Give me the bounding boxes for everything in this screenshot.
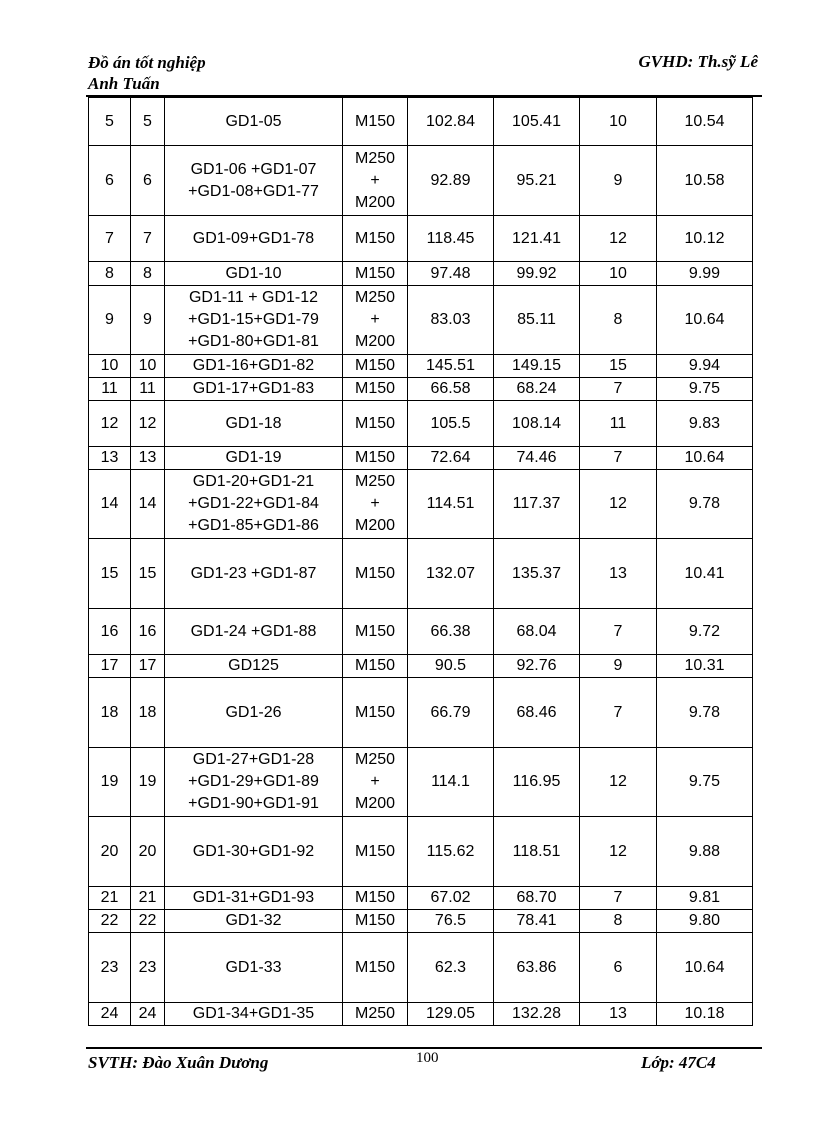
data-table bbox=[88, 97, 753, 1026]
component-name-line: GD1-27+GD1-28 bbox=[192, 751, 315, 768]
component-name-line: +GD1-29+GD1-89 bbox=[188, 773, 319, 790]
value-2-cell: 95.21 bbox=[494, 146, 580, 216]
value-2-cell: 85.11 bbox=[494, 286, 580, 355]
count-cell: 8 bbox=[580, 910, 657, 933]
row-number-cell: 12 bbox=[131, 401, 165, 447]
ratio-cell: 10.12 bbox=[657, 216, 753, 262]
component-name-cell bbox=[165, 355, 343, 378]
value-1-cell: 66.38 bbox=[408, 609, 494, 655]
grade-line: + bbox=[370, 773, 380, 790]
ratio-cell: 9.75 bbox=[657, 378, 753, 401]
component-name-line: GD1-19 bbox=[225, 449, 282, 466]
component-name-line: GD1-06 +GD1-07 bbox=[190, 160, 317, 178]
header-title-line2: Anh Tuấn bbox=[88, 74, 160, 93]
grade-line: M150 bbox=[354, 842, 396, 860]
grade-cell bbox=[343, 286, 408, 355]
ratio-cell: 10.58 bbox=[657, 146, 753, 216]
count-cell: 13 bbox=[580, 1003, 657, 1026]
component-name-cell bbox=[165, 539, 343, 609]
grade-line: M150 bbox=[354, 264, 396, 282]
value-2-cell: 68.04 bbox=[494, 609, 580, 655]
row-index-cell: 15 bbox=[89, 539, 131, 609]
component-name-line: GD125 bbox=[228, 657, 279, 674]
component-name-cell bbox=[165, 447, 343, 470]
header-title-line1: Đồ án tốt nghiệp bbox=[88, 53, 206, 72]
table-row bbox=[89, 378, 753, 401]
row-number-cell: 7 bbox=[131, 216, 165, 262]
table-row bbox=[89, 447, 753, 470]
count-cell: 10 bbox=[580, 98, 657, 146]
value-2-cell: 68.70 bbox=[494, 887, 580, 910]
value-2-cell: 63.86 bbox=[494, 933, 580, 1003]
component-name-line: GD1-10 bbox=[225, 264, 282, 282]
component-name-cell bbox=[165, 817, 343, 887]
value-1-cell: 92.89 bbox=[408, 146, 494, 216]
row-index-cell: 16 bbox=[89, 609, 131, 655]
count-cell: 12 bbox=[580, 216, 657, 262]
row-number-cell: 5 bbox=[131, 98, 165, 146]
table-row bbox=[89, 262, 753, 286]
grade-cell bbox=[343, 539, 408, 609]
component-name-cell bbox=[165, 748, 343, 817]
grade-line: M150 bbox=[354, 889, 396, 906]
ratio-cell: 9.72 bbox=[657, 609, 753, 655]
value-1-cell: 76.5 bbox=[408, 910, 494, 933]
row-index-cell: 17 bbox=[89, 655, 131, 678]
component-name-cell bbox=[165, 146, 343, 216]
value-1-cell: 114.51 bbox=[408, 470, 494, 539]
ratio-cell: 10.18 bbox=[657, 1003, 753, 1026]
row-number-cell: 17 bbox=[131, 655, 165, 678]
value-1-cell: 118.45 bbox=[408, 216, 494, 262]
component-name-cell bbox=[165, 401, 343, 447]
component-name-cell bbox=[165, 910, 343, 933]
component-name-cell bbox=[165, 262, 343, 286]
value-2-cell: 92.76 bbox=[494, 655, 580, 678]
component-name-line: GD1-11 + GD1-12 bbox=[188, 289, 319, 306]
value-2-cell: 118.51 bbox=[494, 817, 580, 887]
page-number: 100 bbox=[416, 1050, 439, 1066]
component-name-cell bbox=[165, 216, 343, 262]
table-row bbox=[89, 539, 753, 609]
count-cell: 7 bbox=[580, 678, 657, 748]
grade-cell bbox=[343, 216, 408, 262]
component-name-line: GD1-23 +GD1-87 bbox=[190, 564, 317, 582]
value-2-cell: 68.46 bbox=[494, 678, 580, 748]
ratio-cell: 10.64 bbox=[657, 933, 753, 1003]
footer-student: SVTH: Đào Xuân Dương bbox=[88, 1053, 269, 1072]
row-number-cell: 21 bbox=[131, 887, 165, 910]
count-cell: 11 bbox=[580, 401, 657, 447]
ratio-cell: 9.78 bbox=[657, 470, 753, 539]
grade-cell bbox=[343, 378, 408, 401]
value-1-cell: 66.79 bbox=[408, 678, 494, 748]
table-row bbox=[89, 286, 753, 355]
value-2-cell: 135.37 bbox=[494, 539, 580, 609]
table-row bbox=[89, 401, 753, 447]
grade-line: + bbox=[370, 311, 380, 328]
count-cell: 7 bbox=[580, 609, 657, 655]
component-name-line: +GD1-85+GD1-86 bbox=[188, 517, 319, 534]
grade-line: M150 bbox=[354, 380, 396, 397]
value-2-cell: 99.92 bbox=[494, 262, 580, 286]
grade-cell bbox=[343, 355, 408, 378]
component-name-line: GD1-20+GD1-21 bbox=[192, 473, 315, 490]
value-2-cell: 78.41 bbox=[494, 910, 580, 933]
count-cell: 6 bbox=[580, 933, 657, 1003]
grade-line: M150 bbox=[354, 112, 396, 130]
row-number-cell: 8 bbox=[131, 262, 165, 286]
table-row bbox=[89, 609, 753, 655]
row-index-cell: 9 bbox=[89, 286, 131, 355]
value-2-cell: 116.95 bbox=[494, 748, 580, 817]
ratio-cell: 9.78 bbox=[657, 678, 753, 748]
grade-line: M150 bbox=[354, 657, 396, 674]
component-name-cell bbox=[165, 470, 343, 539]
component-name-line: GD1-18 bbox=[225, 414, 282, 432]
component-name-line: GD1-16+GD1-82 bbox=[192, 357, 315, 374]
component-name-cell bbox=[165, 1003, 343, 1026]
row-index-cell: 20 bbox=[89, 817, 131, 887]
value-2-cell: 132.28 bbox=[494, 1003, 580, 1026]
component-name-line: +GD1-90+GD1-91 bbox=[188, 795, 319, 812]
grade-cell bbox=[343, 748, 408, 817]
count-cell: 12 bbox=[580, 817, 657, 887]
component-name-cell bbox=[165, 887, 343, 910]
grade-cell bbox=[343, 470, 408, 539]
value-1-cell: 90.5 bbox=[408, 655, 494, 678]
component-name-line: GD1-09+GD1-78 bbox=[192, 229, 315, 247]
grade-line: M150 bbox=[354, 703, 396, 721]
row-index-cell: 21 bbox=[89, 887, 131, 910]
value-1-cell: 66.58 bbox=[408, 378, 494, 401]
component-name-line: GD1-05 bbox=[225, 112, 282, 130]
row-number-cell: 20 bbox=[131, 817, 165, 887]
row-index-cell: 10 bbox=[89, 355, 131, 378]
table-row bbox=[89, 817, 753, 887]
count-cell: 13 bbox=[580, 539, 657, 609]
value-1-cell: 97.48 bbox=[408, 262, 494, 286]
grade-line: M250 bbox=[354, 149, 396, 167]
grade-line: M200 bbox=[354, 795, 396, 812]
table-row bbox=[89, 470, 753, 539]
component-name-line: GD1-24 +GD1-88 bbox=[190, 622, 317, 640]
component-name-cell bbox=[165, 98, 343, 146]
component-name-line: GD1-17+GD1-83 bbox=[192, 380, 315, 397]
count-cell: 9 bbox=[580, 146, 657, 216]
value-1-cell: 62.3 bbox=[408, 933, 494, 1003]
component-name-cell bbox=[165, 286, 343, 355]
table-row bbox=[89, 216, 753, 262]
value-1-cell: 72.64 bbox=[408, 447, 494, 470]
grade-line: M150 bbox=[354, 357, 396, 374]
component-name-line: GD1-31+GD1-93 bbox=[192, 889, 315, 906]
table-row bbox=[89, 678, 753, 748]
row-number-cell: 18 bbox=[131, 678, 165, 748]
row-number-cell: 9 bbox=[131, 286, 165, 355]
grade-cell bbox=[343, 146, 408, 216]
component-name-line: GD1-34+GD1-35 bbox=[192, 1005, 315, 1022]
grade-line: M150 bbox=[354, 449, 396, 466]
row-index-cell: 12 bbox=[89, 401, 131, 447]
row-number-cell: 15 bbox=[131, 539, 165, 609]
grade-cell bbox=[343, 817, 408, 887]
row-number-cell: 6 bbox=[131, 146, 165, 216]
ratio-cell: 9.80 bbox=[657, 910, 753, 933]
row-index-cell: 8 bbox=[89, 262, 131, 286]
grade-line: M200 bbox=[354, 193, 396, 211]
row-index-cell: 19 bbox=[89, 748, 131, 817]
grade-line: M150 bbox=[354, 229, 396, 247]
grade-cell bbox=[343, 887, 408, 910]
grade-cell bbox=[343, 910, 408, 933]
value-2-cell: 149.15 bbox=[494, 355, 580, 378]
grade-line: M200 bbox=[354, 517, 396, 534]
component-name-cell bbox=[165, 655, 343, 678]
footer-class: Lớp: 47C4 bbox=[641, 1053, 716, 1072]
row-number-cell: 11 bbox=[131, 378, 165, 401]
value-1-cell: 145.51 bbox=[408, 355, 494, 378]
row-index-cell: 22 bbox=[89, 910, 131, 933]
grade-line: M250 bbox=[354, 1005, 396, 1022]
value-1-cell: 129.05 bbox=[408, 1003, 494, 1026]
row-index-cell: 18 bbox=[89, 678, 131, 748]
value-2-cell: 105.41 bbox=[494, 98, 580, 146]
grade-line: M150 bbox=[354, 622, 396, 640]
grade-cell bbox=[343, 98, 408, 146]
ratio-cell: 10.41 bbox=[657, 539, 753, 609]
ratio-cell: 9.81 bbox=[657, 887, 753, 910]
ratio-cell: 9.88 bbox=[657, 817, 753, 887]
row-number-cell: 22 bbox=[131, 910, 165, 933]
table-row bbox=[89, 355, 753, 378]
grade-cell bbox=[343, 401, 408, 447]
count-cell: 10 bbox=[580, 262, 657, 286]
row-index-cell: 6 bbox=[89, 146, 131, 216]
grade-line: + bbox=[370, 495, 380, 512]
ratio-cell: 9.99 bbox=[657, 262, 753, 286]
row-number-cell: 10 bbox=[131, 355, 165, 378]
grade-line: M150 bbox=[354, 564, 396, 582]
table-row bbox=[89, 748, 753, 817]
count-cell: 12 bbox=[580, 748, 657, 817]
ratio-cell: 9.83 bbox=[657, 401, 753, 447]
row-number-cell: 24 bbox=[131, 1003, 165, 1026]
count-cell: 7 bbox=[580, 378, 657, 401]
row-index-cell: 13 bbox=[89, 447, 131, 470]
table-body bbox=[89, 98, 753, 1026]
value-2-cell: 68.24 bbox=[494, 378, 580, 401]
row-number-cell: 14 bbox=[131, 470, 165, 539]
component-name-line: +GD1-08+GD1-77 bbox=[188, 182, 319, 200]
component-name-line: GD1-26 bbox=[225, 703, 282, 721]
table-row bbox=[89, 910, 753, 933]
footer-rule bbox=[86, 1047, 762, 1049]
row-index-cell: 24 bbox=[89, 1003, 131, 1026]
component-name-cell bbox=[165, 933, 343, 1003]
count-cell: 8 bbox=[580, 286, 657, 355]
value-1-cell: 102.84 bbox=[408, 98, 494, 146]
grade-cell bbox=[343, 1003, 408, 1026]
row-index-cell: 5 bbox=[89, 98, 131, 146]
table-row bbox=[89, 98, 753, 146]
grade-cell bbox=[343, 609, 408, 655]
value-1-cell: 115.62 bbox=[408, 817, 494, 887]
value-2-cell: 117.37 bbox=[494, 470, 580, 539]
component-name-cell bbox=[165, 609, 343, 655]
component-name-line: GD1-32 bbox=[225, 912, 282, 929]
component-name-line: +GD1-22+GD1-84 bbox=[188, 495, 319, 512]
grade-cell bbox=[343, 262, 408, 286]
grade-line: M250 bbox=[354, 289, 396, 306]
grade-line: M150 bbox=[354, 414, 396, 432]
row-index-cell: 11 bbox=[89, 378, 131, 401]
count-cell: 12 bbox=[580, 470, 657, 539]
ratio-cell: 10.64 bbox=[657, 447, 753, 470]
ratio-cell: 10.54 bbox=[657, 98, 753, 146]
row-number-cell: 19 bbox=[131, 748, 165, 817]
table-row bbox=[89, 887, 753, 910]
component-name-cell bbox=[165, 378, 343, 401]
grade-cell bbox=[343, 933, 408, 1003]
row-index-cell: 14 bbox=[89, 470, 131, 539]
component-name-line: +GD1-15+GD1-79 bbox=[188, 311, 319, 328]
row-number-cell: 23 bbox=[131, 933, 165, 1003]
value-2-cell: 121.41 bbox=[494, 216, 580, 262]
table-row bbox=[89, 146, 753, 216]
row-index-cell: 7 bbox=[89, 216, 131, 262]
grade-line: M200 bbox=[354, 333, 396, 350]
component-name-cell bbox=[165, 678, 343, 748]
grade-line: M150 bbox=[354, 958, 396, 976]
table-row bbox=[89, 1003, 753, 1026]
row-number-cell: 16 bbox=[131, 609, 165, 655]
component-name-line: GD1-30+GD1-92 bbox=[192, 842, 315, 860]
count-cell: 15 bbox=[580, 355, 657, 378]
header-advisor: GVHD: Th.sỹ Lê bbox=[638, 52, 758, 71]
count-cell: 9 bbox=[580, 655, 657, 678]
value-1-cell: 67.02 bbox=[408, 887, 494, 910]
value-1-cell: 114.1 bbox=[408, 748, 494, 817]
document-header-title bbox=[88, 52, 206, 94]
grade-cell bbox=[343, 447, 408, 470]
grade-line: M250 bbox=[354, 473, 396, 490]
component-name-line: GD1-33 bbox=[225, 958, 282, 976]
count-cell: 7 bbox=[580, 447, 657, 470]
ratio-cell: 10.64 bbox=[657, 286, 753, 355]
value-2-cell: 74.46 bbox=[494, 447, 580, 470]
table-row bbox=[89, 933, 753, 1003]
value-1-cell: 83.03 bbox=[408, 286, 494, 355]
row-number-cell: 13 bbox=[131, 447, 165, 470]
grade-cell bbox=[343, 655, 408, 678]
ratio-cell: 9.75 bbox=[657, 748, 753, 817]
component-name-line: +GD1-80+GD1-81 bbox=[188, 333, 319, 350]
ratio-cell: 10.31 bbox=[657, 655, 753, 678]
count-cell: 7 bbox=[580, 887, 657, 910]
grade-line: + bbox=[370, 171, 380, 189]
ratio-cell: 9.94 bbox=[657, 355, 753, 378]
grade-cell bbox=[343, 678, 408, 748]
grade-line: M150 bbox=[354, 912, 396, 929]
value-1-cell: 132.07 bbox=[408, 539, 494, 609]
table-row bbox=[89, 655, 753, 678]
row-index-cell: 23 bbox=[89, 933, 131, 1003]
value-2-cell: 108.14 bbox=[494, 401, 580, 447]
grade-line: M250 bbox=[354, 751, 396, 768]
value-1-cell: 105.5 bbox=[408, 401, 494, 447]
